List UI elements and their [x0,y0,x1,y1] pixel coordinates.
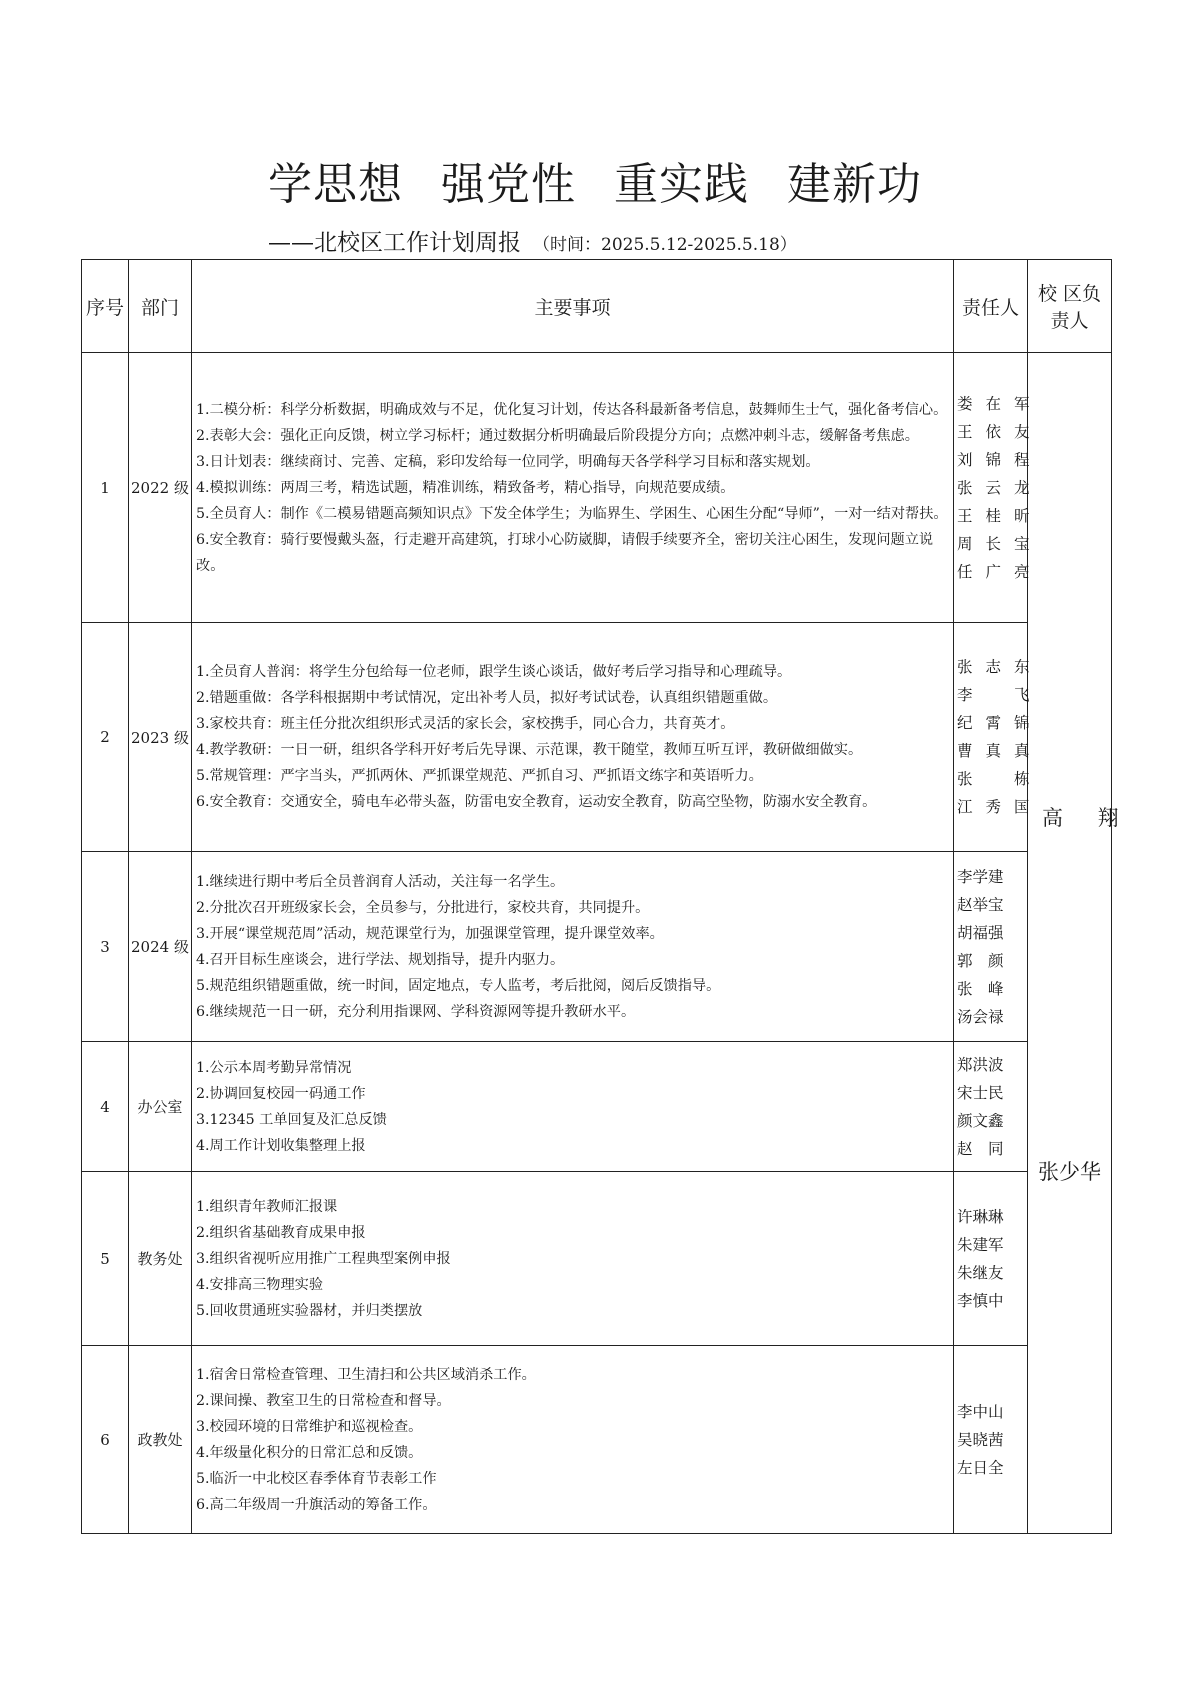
person-name: 曹真真 [957,742,1043,760]
header-items: 主要事项 [192,260,954,353]
person-name: 郑洪波 [957,1055,1004,1074]
person-name: 王依友 [957,422,1043,441]
person-name: 赵 同 [957,1139,1004,1158]
person-name: 纪霄锦 [957,714,1043,732]
item-line: 6.高二年级周一升旗活动的筹备工作。 [196,1496,437,1513]
person-name: 李中山 [957,1402,1004,1421]
item-line: 5.临沂一中北校区春季体育节表彰工作 [196,1470,437,1487]
main-items [192,1172,954,1346]
header-no: 序号 [82,260,129,353]
work-plan-table [81,259,1133,1534]
item-line: 6.继续规范一日一研，充分利用指课网、学科资源网等提升教研水平。 [196,1003,636,1020]
item-line: 3.开展“课堂规范周”活动，规范课堂行为，加强课堂管理，提升课堂效率。 [196,925,664,942]
main-items [192,1042,954,1172]
item-line: 1.组织青年教师汇报课 [196,1198,338,1215]
item-line: 2.表彰大会：强化正向反馈，树立学习标杆；通过数据分析明确最后阶段提分方向；点燃冲刺斗志，缓解备考焦虑。 [196,427,919,444]
item-line: 3.12345 工单回复及汇总反馈 [196,1111,387,1128]
header-resp: 责任人 [954,260,1028,353]
person-name: 张 栋 [957,770,1043,788]
responsible-people [954,852,1028,1042]
responsible-people [954,1172,1028,1346]
row-number: 6 [82,1346,129,1534]
item-line: 4.召开目标生座谈会，进行学法、规划指导，提升内驱力。 [196,951,565,968]
person-name: 朱继友 [957,1263,1004,1282]
date-range: （时间：2025.5.12-2025.5.18） [533,235,797,255]
item-line: 2.协调回复校园一码通工作 [196,1085,366,1102]
person-name: 江秀国 [957,798,1043,816]
person-name: 王桂昕 [957,506,1043,525]
item-line: 3.组织省视听应用推广工程典型案例申报 [196,1250,451,1267]
row-number: 2 [82,623,129,852]
department: 教务处 [129,1172,192,1346]
person-name: 娄在军 [957,394,1043,413]
person-name: 胡福强 [957,923,1004,942]
person-name: 李慎中 [957,1291,1004,1310]
department: 办公室 [129,1042,192,1172]
person-name: 朱建军 [957,1235,1004,1254]
title-part-2: 强党性 [441,159,576,210]
table-row [82,1346,1112,1534]
person-name: 郭 颜 [957,951,1004,970]
item-line: 1.宿舍日常检查管理、卫生清扫和公共区域消杀工作。 [196,1366,536,1383]
header-row [82,260,1112,353]
responsible-people [954,1042,1028,1172]
item-line: 2.课间操、教室卫生的日常检查和督导。 [196,1392,451,1409]
person-name: 张志东 [957,658,1043,676]
item-line: 3.家校共育：班主任分批次组织形式灵活的家长会，家校携手，同心合力，共育英才。 [196,716,735,732]
person-name: 许琳琳 [957,1207,1004,1226]
item-line: 5.回收贯通班实验器材，并归类摆放 [196,1302,423,1319]
row-number: 1 [82,353,129,623]
row-number: 3 [82,852,129,1042]
header-dept: 部门 [129,260,192,353]
item-line: 6.安全教育：交通安全，骑电车必带头盔，防雷电安全教育，运动安全教育，防高空坠物，防溺水安全教育。 [196,794,877,810]
person-name: 任广亮 [957,562,1043,581]
table-row [82,1172,1112,1346]
item-line: 4.年级量化积分的日常汇总和反馈。 [196,1444,423,1461]
campus-leader-name: 张少华 [1038,1160,1101,1184]
item-line: 3.校园环境的日常维护和巡视检查。 [196,1418,423,1435]
item-line: 4.安排高三物理实验 [196,1276,324,1293]
person-name: 宋士民 [957,1083,1004,1102]
main-items [192,1346,954,1534]
person-name: 吴晓茜 [957,1430,1004,1449]
title-part-3: 重实践 [614,159,749,210]
document-subtitle [268,224,797,257]
item-line: 6.安全教育：骑行要慢戴头盔，行走避开高建筑，打球小心防崴脚，请假手续要齐全，密切关注心困生，发现问题立说改。 [196,531,934,574]
main-items [192,852,954,1042]
row-number: 4 [82,1042,129,1172]
person-name: 汤会禄 [957,1007,1004,1026]
department: 2023 级 [129,623,192,852]
table-row [82,852,1112,1042]
item-line: 5.全员育人：制作《二模易错题高频知识点》下发全体学生；为临界生、学困生、心困生分配“导师”，一对一结对帮扶。 [196,505,948,522]
row-number: 5 [82,1172,129,1346]
title-part-1: 学思想 [268,159,403,210]
document-title [0,148,1190,212]
item-line: 2.错题重做：各学科根据期中考试情况，定出补考人员，拟好考试试卷，认真组织错题重做。 [196,690,778,706]
department: 政教处 [129,1346,192,1534]
table-row [82,353,1112,623]
table-row [82,623,1112,852]
table-row [82,1042,1112,1172]
person-name: 左日全 [957,1458,1004,1477]
person-name: 张云龙 [957,478,1043,497]
responsible-people [954,623,1043,852]
person-name: 赵举宝 [957,895,1004,914]
item-line: 5.常规管理：严字当头，严抓两休、严抓课堂规范、严抓自习、严抓语文练字和英语听力。 [196,768,763,784]
person-name: 张 峰 [957,979,1004,998]
item-line: 2.组织省基础教育成果申报 [196,1224,366,1241]
item-line: 4.模拟训练：两周三考，精选试题，精准训练，精致备考，精心指导，向规范要成绩。 [196,479,735,496]
item-line: 1.二模分析：科学分析数据，明确成效与不足，优化复习计划，传达各科最新备考信息，鼓舞师生士气，强化备考信心。 [196,401,948,418]
subtitle-text: ——北校区工作计划周报 [268,230,521,256]
title-part-4: 建新功 [787,159,922,210]
person-name: 颜文鑫 [957,1111,1004,1130]
header-campus: 校 区负责人 [1028,260,1112,353]
responsible-people [954,353,1043,623]
campus-leader-name: 高 翔 [1042,806,1133,830]
person-name: 李学建 [957,867,1004,886]
item-line: 5.规范组织错题重做，统一时间，固定地点，专人监考，考后批阅，阅后反馈指导。 [196,977,721,994]
item-line: 2.分批次召开班级家长会，全员参与，分批进行，家校共育，共同提升。 [196,899,650,916]
person-name: 刘锦程 [957,450,1043,469]
item-line: 3.日计划表：继续商讨、完善、定稿，彩印发给每一位同学，明确每天各学科学习目标和落实规划。 [196,453,820,470]
item-line: 1.继续进行期中考后全员普润育人活动，关注每一名学生。 [196,873,565,890]
item-line: 1.全员育人普润：将学生分包给每一位老师，跟学生谈心谈话，做好考后学习指导和心理疏导。 [196,664,792,680]
department: 2024 级 [129,852,192,1042]
department: 2022 级 [129,353,192,623]
item-line: 1.公示本周考勤异常情况 [196,1059,352,1076]
main-items [192,623,954,852]
person-name: 周长宝 [957,534,1043,553]
campus-leaders [1028,353,1133,1534]
item-line: 4.周工作计划收集整理上报 [196,1137,366,1154]
person-name: 李 飞 [957,686,1043,704]
responsible-people [954,1346,1028,1534]
main-items [192,353,954,623]
item-line: 4.教学教研：一日一研，组织各学科开好考后先导课、示范课，教干随堂，教师互听互评，教研做细做实。 [196,742,863,758]
